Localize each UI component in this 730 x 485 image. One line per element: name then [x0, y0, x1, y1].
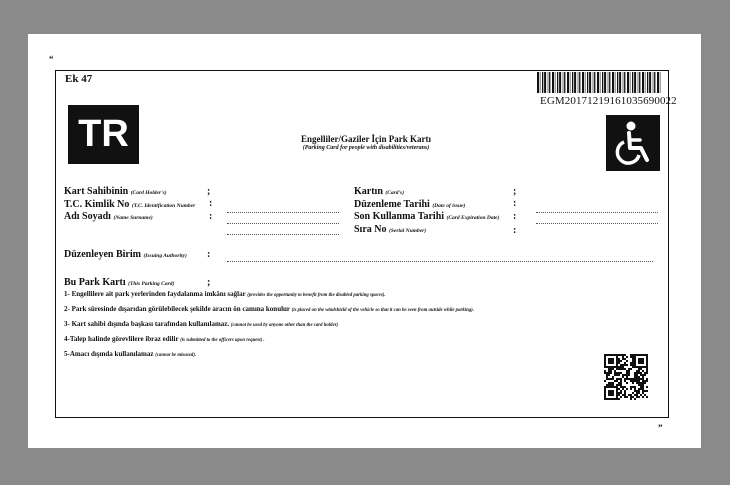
expiry-date-dotted-line	[536, 223, 658, 224]
name-colon: :	[209, 211, 213, 222]
parking-card	[55, 70, 677, 418]
barcode	[537, 72, 661, 93]
title-tr: Engelliler/Gaziler İçin Park Kartı	[300, 134, 432, 144]
country-code: TR	[78, 113, 129, 155]
annex-label: Ek 47	[65, 73, 93, 85]
issue-date-label: Düzenleme Tarihi (Date of issue)	[354, 199, 466, 210]
expiry-date-colon: :	[513, 211, 517, 222]
issuing-unit-colon: :	[207, 249, 211, 260]
document-page	[28, 34, 701, 448]
issuing-unit-dotted-line	[227, 261, 653, 262]
wheelchair-icon	[606, 115, 660, 171]
closing-quote: ”	[658, 423, 663, 433]
sequence-no-colon: :	[513, 225, 517, 236]
card-title	[246, 134, 486, 151]
issue-date-dotted-line	[536, 212, 658, 213]
card-holder-label: Kart Sahibinin (Card Holder's)	[64, 186, 167, 197]
sequence-no-label: Sıra No (Serial Number)	[354, 224, 427, 235]
rule-3: 3- Kart sahibi dışında başkası tarafından kullanılamaz. (cannot be used by anyone other than the card holder)	[64, 320, 339, 328]
card-label: Kartın (Card's)	[354, 186, 405, 197]
rule-4: 4-Talep halinde görevlilere ibraz edilir (is submitted to the officers upon request) .	[64, 335, 265, 343]
issuing-unit-label: Düzenleyen Birim (Issuing Authority)	[64, 249, 187, 260]
serial-number: EGM20171219161035690022	[540, 95, 677, 107]
this-card-label: Bu Park Kartı (This Parking Card)	[64, 277, 175, 288]
name-label: Adı Soyadı (Name Surname)	[64, 211, 153, 222]
name-dotted-line-2	[227, 234, 339, 235]
opening-quote: “	[49, 54, 54, 64]
title-en: (Parking Card for people with disabilities/veterans)	[302, 145, 430, 151]
expiry-date-label: Son Kullanma Tarihi (Card Expiration Date)	[354, 211, 500, 222]
card-holder-colon: ;	[207, 186, 211, 197]
tc-no-dotted-line	[227, 212, 339, 213]
tc-no-label: T.C. Kimlik No (T.C. Identification Number	[64, 199, 196, 210]
rule-2: 2- Park süresinde dışarıdan görülebilecek şekilde aracın ön camına konulur (is placed on the windshield of the vehicle so that it can be seen from outside while parking).	[64, 305, 474, 313]
this-card-colon: ;	[207, 277, 211, 288]
qr-code	[604, 354, 648, 400]
name-dotted-line	[227, 223, 339, 224]
rule-1: 1- Engellilere ait park yerlerinden faydalanma imkânı sağlar (provides the opportunity to benefit from the disabled parking spaces).	[64, 290, 386, 298]
tr-logo	[68, 105, 139, 164]
rule-5: 5-Amacı dışında kullanılamaz (cannot be misused).	[64, 350, 197, 358]
issue-date-colon: :	[513, 198, 517, 209]
tc-no-colon: :	[209, 198, 213, 209]
card-colon: ;	[513, 186, 517, 197]
